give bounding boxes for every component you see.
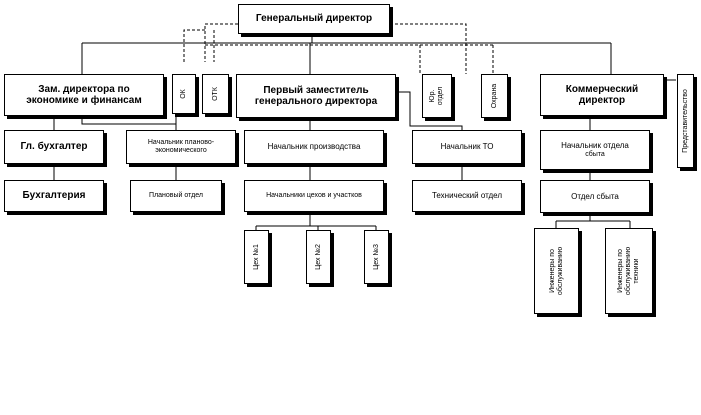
accounting-label: Бухгалтерия: [22, 190, 86, 202]
heads-shops-label: Начальники цехов и участков: [266, 191, 362, 199]
deputy-economics-label-2: экономике и финансам: [26, 95, 142, 106]
head-planning-label-2: экономического: [155, 147, 207, 154]
ceo-box: [238, 4, 390, 34]
shop-1-label: Цех №1: [252, 244, 260, 270]
deputy-economics-label-1: Зам. директора по: [38, 83, 130, 95]
head-sales-dept-label-2: сбыта: [585, 150, 605, 158]
representation-box: [677, 74, 694, 168]
commercial-director-label-2: директор: [578, 95, 626, 106]
head-production-label: Начальник производства: [267, 142, 361, 152]
ok-label: ОК: [179, 89, 187, 99]
engineers-tech-box: [605, 228, 653, 314]
chief-accountant-box: [4, 130, 104, 164]
security-box: [481, 74, 508, 118]
shop-1-box: [244, 230, 269, 284]
first-deputy-label-2: генерального директора: [254, 96, 378, 107]
commercial-director-box: [540, 74, 664, 116]
sales-dept-label: Отдел сбыта: [571, 191, 619, 201]
engineers-tech-label: Инженеры по обслуживанию техники: [616, 246, 641, 296]
ceo-label: Генеральный директор: [255, 13, 373, 25]
ok-box: [172, 74, 196, 114]
first-deputy-label-1: Первый заместитель: [263, 84, 369, 96]
deputy-economics-box: [4, 74, 164, 116]
head-production-box: [244, 130, 384, 164]
head-sales-dept-label-1: Начальник отдела: [561, 141, 629, 151]
engineers-service-label: Инженеры по обслуживанию: [548, 246, 564, 296]
sales-dept-box: [540, 180, 650, 213]
technical-dept-box: [412, 180, 522, 212]
legal-dept-label: Юр. отдел: [428, 86, 444, 106]
legal-dept-box: [422, 74, 452, 118]
commercial-director-label-1: Коммерческий: [565, 83, 639, 95]
planning-dept-label: Плановый отдел: [149, 191, 203, 199]
otk-label: ОТК: [211, 87, 219, 101]
shop-2-box: [306, 230, 331, 284]
representation-label: Представительство: [681, 89, 689, 153]
first-deputy-box: [236, 74, 396, 118]
planning-dept-box: [130, 180, 222, 212]
head-planning-box: [126, 130, 236, 164]
shop-3-box: [364, 230, 389, 284]
chief-accountant-label: Гл. бухгалтер: [20, 141, 88, 153]
security-label: Охрана: [490, 83, 498, 109]
head-to-label: Начальник ТО: [440, 142, 494, 152]
head-planning-label-1: Начальник планово-: [147, 138, 215, 146]
technical-dept-label: Технический отдел: [431, 191, 503, 201]
shop-2-label: Цех №2: [314, 244, 322, 270]
accounting-box: [4, 180, 104, 212]
head-sales-dept-box: [540, 130, 650, 170]
shop-3-label: Цех №3: [372, 244, 380, 270]
engineers-service-box: [534, 228, 579, 314]
heads-shops-box: [244, 180, 384, 212]
head-to-box: [412, 130, 522, 164]
otk-box: [202, 74, 229, 114]
